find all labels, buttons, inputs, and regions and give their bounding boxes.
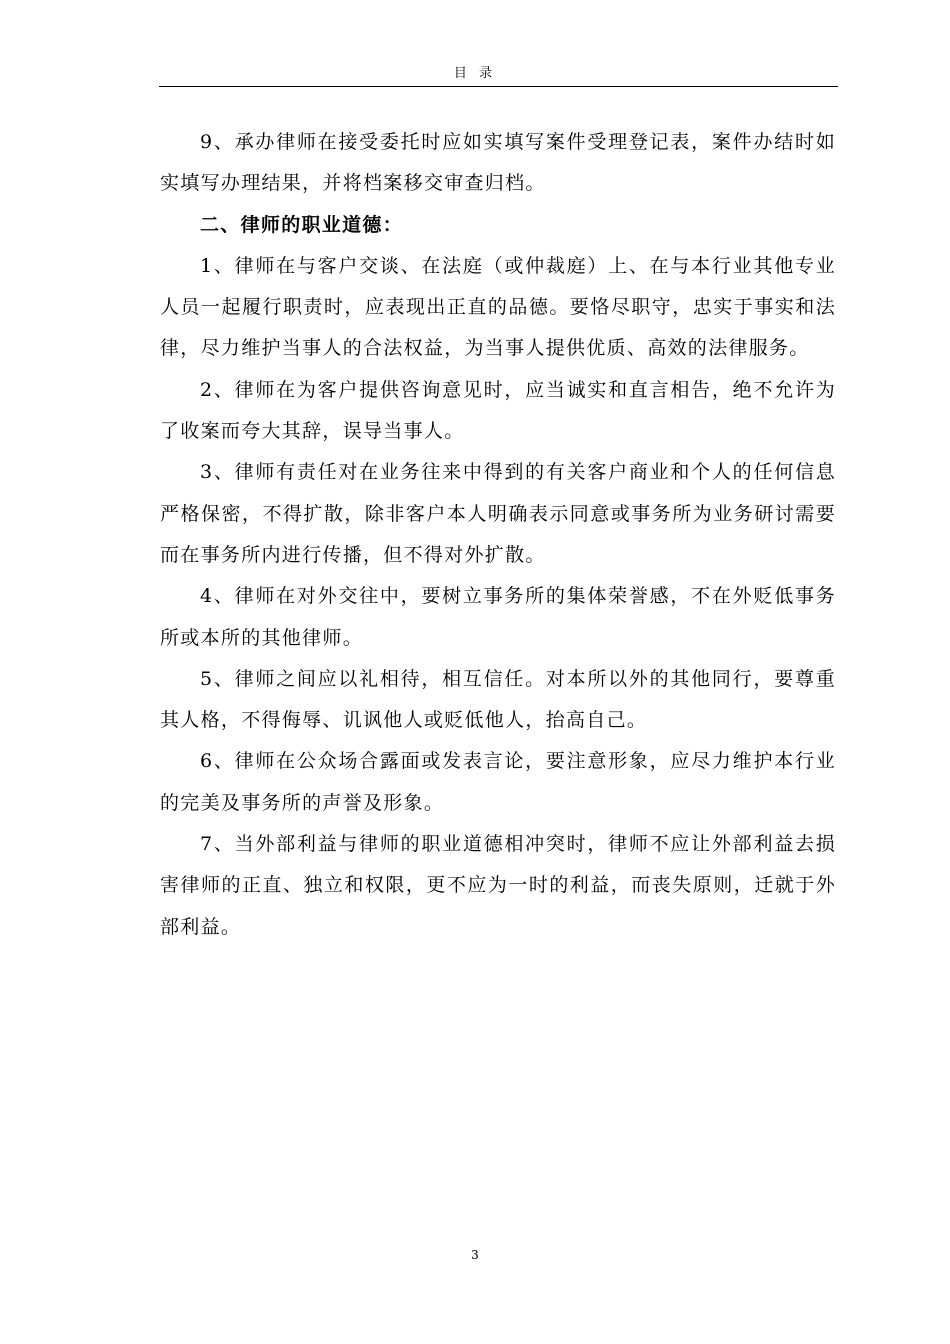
paragraph-ethics-2: 2、律师在为客户提供咨询意见时，应当诚实和直言相告，绝不允许为了收案而夸大其辞，误导当事人。	[160, 378, 836, 443]
paragraph-item-9: 9、承办律师在接受委托时应如实填写案件受理登记表，案件办结时如实填写办理结果，并将档案移交审查归档。	[160, 131, 836, 195]
paragraph-ethics-6: 6、律师在公众场合露面或发表言论，要注意形象，应尽力维护本行业的完美及事务所的声誉及形象。	[160, 750, 836, 814]
paragraph-ethics-3: 3、律师有责任对在业务往来中得到的有关客户商业和个人的任何信息严格保密，不得扩散，除非客户本人明确表示同意或事务所为业务研讨需要而在事务所内进行传播，但不得对外扩散。	[160, 461, 836, 566]
header-divider	[159, 86, 838, 87]
section-heading-professional-ethics: 二、律师的职业道德：	[200, 213, 404, 236]
page-number: 3	[471, 1248, 479, 1262]
paragraph-ethics-4: 4、律师在对外交往中，要树立事务所的集体荣誉感，不在外贬低事务所或本所的其他律师。	[160, 585, 836, 649]
document-body	[160, 122, 836, 948]
paragraph-ethics-5: 5、律师之间应以礼相待，相互信任。对本所以外的其他同行，要尊重其人格，不得侮辱、讥讽他人或贬低他人，抬高自己。	[160, 667, 836, 732]
page-header-title: 目 录	[453, 66, 497, 81]
paragraph-ethics-1: 1、律师在与客户交谈、在法庭（或仲裁庭）上、在与本行业其他专业人员一起履行职责时，应表现出正直的品德。要恪尽职守，忠实于事实和法律，尽力维护当事人的合法权益，为当事人提供优质、高效的法律服务。	[160, 254, 836, 360]
paragraph-ethics-7: 7、当外部利益与律师的职业道德相冲突时，律师不应让外部利益去损害律师的正直、独立和权限，更不应为一时的利益，而丧失原则，迁就于外部利益。	[160, 833, 836, 938]
